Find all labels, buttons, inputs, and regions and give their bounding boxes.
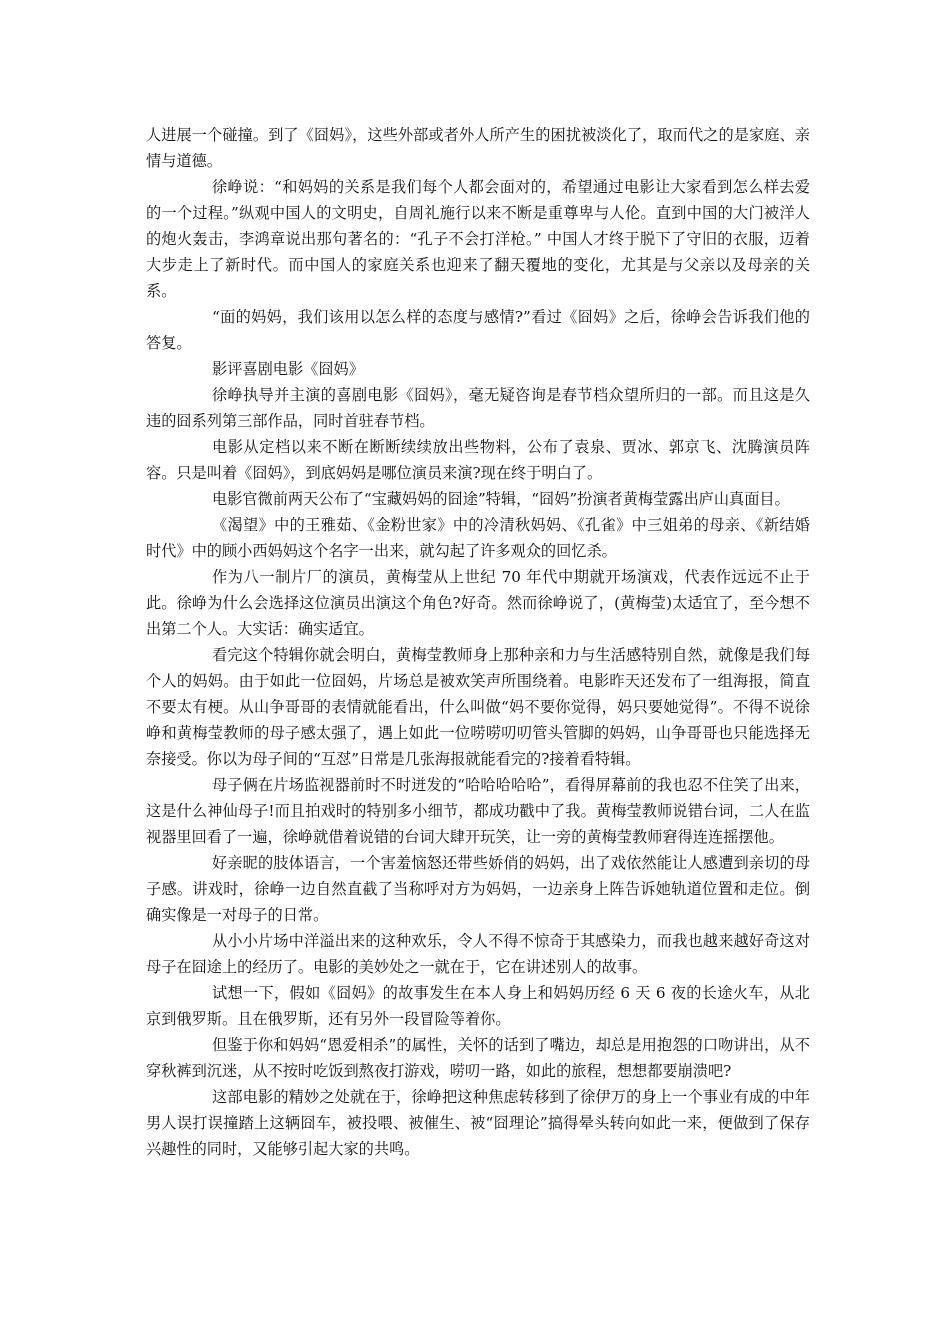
paragraph: 《渴望》中的王雅茹、《金粉世家》中的冷清秋妈妈、《孔雀》中三姐弟的母亲、《新结婚时代》中的顾小西妈妈这个名字一出来，就勾起了许多观众的回忆杀。 xyxy=(146,516,810,560)
paragraph: 看完这个特辑你就会明白，黄梅莹教师身上那种亲和力与生活感特别自然，就像是我们每个人的妈妈。由于如此一位囧妈，片场总是被欢笑声所围绕着。电影昨天还发布了一组海报，简直不要太有梗。从山争哥哥的表情就能看出，什么叫做“妈不要你觉得，妈只要她觉得”。不得不说徐峥和黄梅莹教师的母子感太强了，遇上如此一位唠唠叨叨管头管脚的妈妈，山争哥哥也只能选择无奈接受。你以为母子间的“互怼”日常是几张海报就能看完的?接着看特辑。 xyxy=(146,646,810,768)
paragraph: 作为八一制片厂的演员，黄梅莹从上世纪 70 年代中期就开场演戏，代表作远远不止于此。徐峥为什么会选择这位演员出演这个角色?好奇。然而徐峥说了，(黄梅莹)太适宜了，至今想不出第二个人。大实话：确实适宜。 xyxy=(146,568,810,638)
paragraph: 电影从定档以来不断在断断续续放出些物料，公布了袁泉、贾冰、郭京飞、沈腾演员阵容。只是叫着《囧妈》，到底妈妈是哪位演员来演?现在终于明白了。 xyxy=(146,438,810,482)
paragraph: 这部电影的精妙之处就在于，徐峥把这种焦虑转移到了徐伊万的身上一个事业有成的中年男人误打误撞踏上这辆囧车，被投喂、被催生、被“囧理论”搞得晕头转向如此一来，便做到了保存兴趣性的同时，又能够引起大家的共鸣。 xyxy=(146,1088,810,1158)
section-heading: 影评喜剧电影《囧妈》 xyxy=(212,360,364,378)
paragraph: 人进展一个碰撞。到了《囧妈》，这些外部或者外人所产生的困扰被淡化了，取而代之的是家庭、亲情与道德。 xyxy=(146,126,810,170)
article-body xyxy=(146,122,810,1162)
paragraph: 电影官微前两天公布了“宝藏妈妈的囧途”特辑，“囧妈”扮演者黄梅莹露出庐山真面目。 xyxy=(212,490,790,508)
paragraph: “面的妈妈，我们该用以怎么样的态度与感情?”看过《囧妈》之后，徐峥会告诉我们他的答复。 xyxy=(146,308,810,352)
paragraph: 母子俩在片场监视器前时不时迸发的“哈哈哈哈哈”，看得屏幕前的我也忍不住笑了出来，这是什么神仙母子!而且拍戏时的特别多小细节，都成功戳中了我。黄梅莹教师说错台词，二人在监视器里回看了一遍，徐峥就借着说错的台词大肆开玩笑，让一旁的黄梅莹教师窘得连连摇摆他。 xyxy=(146,776,810,846)
paragraph: 徐峥执导并主演的喜剧电影《囧妈》，毫无疑咨询是春节档众望所归的一部。而且这是久违的囧系列第三部作品，同时首驻春节档。 xyxy=(146,386,810,430)
paragraph: 好亲昵的肢体语言，一个害羞恼怒还带些娇俏的妈妈，出了戏依然能让人感遭到亲切的母子感。讲戏时，徐峥一边自然直截了当称呼对方为妈妈，一边亲身上阵告诉她轨道位置和走位。倒确实像是一对母子的日常。 xyxy=(146,854,810,924)
paragraph: 但鉴于你和妈妈“恩爱相杀”的属性，关怀的话到了嘴边，却总是用抱怨的口吻讲出，从不穿秋裤到沉迷，从不按时吃饭到熬夜打游戏，唠叨一路，如此的旅程，想想都要崩溃吧? xyxy=(146,1036,810,1080)
paragraph: 试想一下，假如《囧妈》的故事发生在本人身上和妈妈历经 6 天 6 夜的长途火车，从北京到俄罗斯。且在俄罗斯，还有另外一段冒险等着你。 xyxy=(146,984,810,1028)
paragraph: 徐峥说：“和妈妈的关系是我们每个人都会面对的，希望通过电影让大家看到怎么样去爱的一个过程。”纵观中国人的文明史，自周礼施行以来不断是重尊卑与人伦。直到中国的大门被洋人的炮火轰击，李鸿章说出那句著名的：“孔子不会打洋枪。” 中国人才终于脱下了守旧的衣服，迈着大步走上了新时代。而中国人的家庭关系也迎来了翻天覆地的变化，尤其是与父亲以及母亲的关系。 xyxy=(146,178,810,300)
paragraph: 从小小片场中洋溢出来的这种欢乐，令人不得不惊奇于其感染力，而我也越来越好奇这对母子在囧途上的经历了。电影的美妙处之一就在于，它在讲述别人的故事。 xyxy=(146,932,810,976)
